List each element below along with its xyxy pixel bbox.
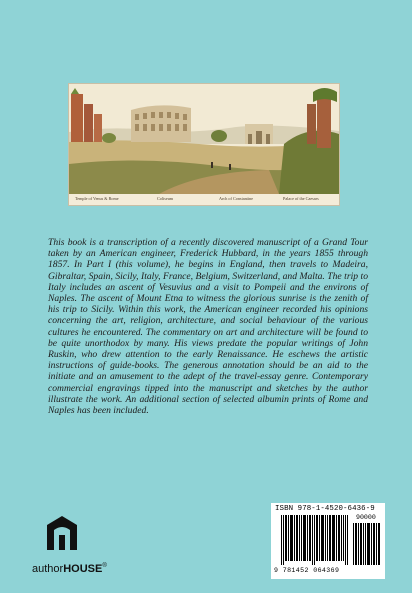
- rome-landscape-illustration: [69, 84, 339, 194]
- publisher-name: [32, 563, 107, 575]
- ean-digits: 9 781452 064369: [274, 567, 340, 574]
- caption-arch: Arch of Constantine: [219, 196, 253, 201]
- caption-palace: Palace of the Caesars: [283, 196, 319, 201]
- publisher-name-part2: HOUSE: [63, 563, 103, 575]
- isbn-label: ISBN 978-1-4520-6436-9: [275, 505, 375, 513]
- price-code: 90000: [356, 514, 376, 521]
- barcode-main-bars: [281, 515, 349, 565]
- caption-coliseum: Coliseum: [157, 196, 174, 201]
- caption-temple: Temple of Venus & Rome: [75, 196, 119, 201]
- isbn-barcode: [271, 503, 385, 579]
- book-description: This book is a transcription of a recently discovered manuscript of a Grand Tour taken by an American engineer, Frederick Hubbard, in the years 1855 through 1857. In Part I (this volume), he begins in England, then travels to Madeira, Gibraltar, Spain, Sicily, Italy, France, Belgium, Switzerland, and Malta. The trip to Italy includes an ascent of Vesuvius and a visit to Pompeii and the environs of Naples. The ascent of Mount Etna to witness the glorious sunrise is the zenith of his trip to Sicily. Within this work, the American engineer recorded his opinions concerning the art, religion, architecture, and social behaviour of the various cultures he encountered. The commentary on art and architecture will be found to be quite unorthodox by many. His views predate the popular writings of John Ruskin, who drew attention to the early Renaissance. He eschews the artistic instructions of guide-books. The generous annotation should be an aid to the initiate and an amusement to the adept of the travel-essay genre. Contemporary commercial engravings tipped into the manuscript and sketches by the author illustrate the work. An additional section of selected albumin prints of Rome and Naples has been included.: [48, 237, 368, 417]
- publisher-name-part1: author: [32, 563, 64, 575]
- publisher-logo: [32, 515, 107, 585]
- illustration-captions: [69, 194, 339, 206]
- barcode-addon-bars: [353, 523, 381, 565]
- authorhouse-logo-icon: [46, 515, 78, 551]
- trademark-mark: ®: [102, 563, 107, 569]
- illustration-plate: [68, 83, 340, 206]
